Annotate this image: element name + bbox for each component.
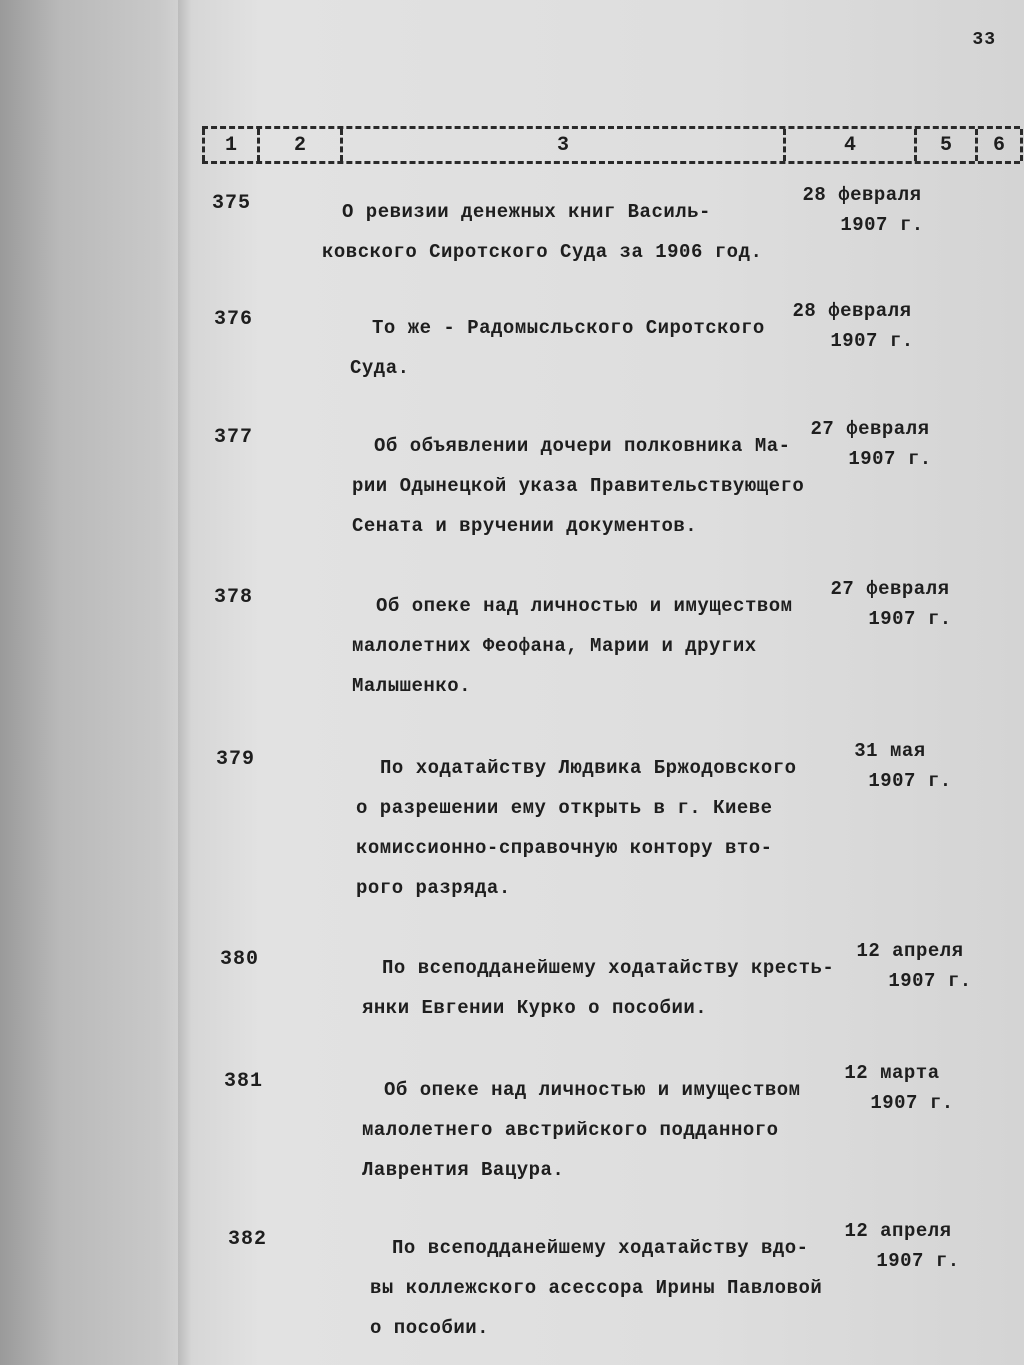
date-year: 1907 г. bbox=[870, 1092, 954, 1114]
description-line: о пособии. bbox=[370, 1317, 490, 1339]
date-year: 1907 г. bbox=[868, 608, 952, 630]
entry-date bbox=[782, 296, 922, 356]
entry-number: 378 bbox=[214, 586, 254, 609]
description-line: ковского Сиротского Суда за 1906 год. bbox=[322, 241, 763, 263]
date-year: 1907 г. bbox=[868, 770, 952, 792]
description-line: Об опеке над личностью и имуществом bbox=[384, 1079, 801, 1101]
description-line: По всеподданейшему ходатайству вдо- bbox=[392, 1237, 809, 1259]
page-fold-shadow bbox=[178, 0, 192, 1365]
entry-description bbox=[352, 586, 793, 706]
date-day: 12 марта bbox=[844, 1062, 940, 1084]
date-day: 12 апреля bbox=[844, 1220, 952, 1242]
page-number: 33 bbox=[972, 30, 996, 50]
entry-description bbox=[350, 308, 765, 388]
entry-date bbox=[792, 180, 932, 240]
column-header-5: 5 bbox=[914, 129, 975, 161]
date-year: 1907 г. bbox=[848, 448, 932, 470]
description-line: янки Евгении Курко о пособии. bbox=[362, 997, 708, 1019]
description-line: рии Одынецкой указа Правительствующего bbox=[352, 475, 805, 497]
entry-date bbox=[820, 736, 960, 796]
entry-number: 382 bbox=[228, 1228, 268, 1251]
date-year: 1907 г. bbox=[888, 970, 972, 992]
date-year: 1907 г. bbox=[840, 214, 924, 236]
date-day: 12 апреля bbox=[856, 940, 964, 962]
description-line: Сената и вручении документов. bbox=[352, 515, 698, 537]
entry-date bbox=[800, 414, 940, 474]
date-day: 28 февраля bbox=[792, 300, 912, 322]
description-line: комиссионно-справочную контору вто- bbox=[356, 837, 773, 859]
entry-number: 380 bbox=[220, 948, 260, 971]
column-header-4: 4 bbox=[783, 129, 914, 161]
column-header-3: 3 bbox=[340, 129, 783, 161]
date-day: 31 мая bbox=[854, 740, 926, 762]
column-header-2: 2 bbox=[257, 129, 340, 161]
date-year: 1907 г. bbox=[830, 330, 914, 352]
entry-number: 376 bbox=[214, 308, 254, 331]
description-line: То же - Радомысльского Сиротского bbox=[372, 317, 765, 339]
entry-description bbox=[362, 948, 835, 1028]
description-line: Суда. bbox=[350, 357, 410, 379]
description-line: вы коллежского асессора Ирины Павловой bbox=[370, 1277, 823, 1299]
description-line: малолетнего австрийского подданного bbox=[362, 1119, 779, 1141]
entry-description bbox=[370, 1228, 823, 1348]
entry-date bbox=[840, 936, 980, 996]
entry-date bbox=[828, 1216, 968, 1276]
description-line: Об опеке над личностью и имуществом bbox=[376, 595, 793, 617]
description-line: По всеподданейшему ходатайству кресть- bbox=[382, 957, 835, 979]
description-line: малолетних Феофана, Марии и других bbox=[352, 635, 757, 657]
description-line: О ревизии денежных книг Василь- bbox=[342, 201, 711, 223]
description-line: о разрешении ему открыть в г. Киеве bbox=[356, 797, 773, 819]
entry-date bbox=[822, 1058, 962, 1118]
date-year: 1907 г. bbox=[876, 1250, 960, 1272]
entry-number: 379 bbox=[216, 748, 256, 771]
column-header-6: 6 bbox=[975, 129, 1023, 161]
description-line: Малышенко. bbox=[352, 675, 472, 697]
description-line: Об объявлении дочери полковника Ма- bbox=[374, 435, 791, 457]
entry-description bbox=[352, 426, 805, 546]
description-line: Лаврентия Вацура. bbox=[362, 1159, 565, 1181]
entry-date bbox=[820, 574, 960, 634]
date-day: 27 февраля bbox=[830, 578, 950, 600]
entry-number: 381 bbox=[224, 1070, 264, 1093]
entry-number: 377 bbox=[214, 426, 254, 449]
date-day: 27 февраля bbox=[810, 418, 930, 440]
column-header-1: 1 bbox=[202, 129, 257, 161]
entry-description bbox=[356, 748, 797, 908]
entry-number: 375 bbox=[212, 192, 252, 215]
column-header-row bbox=[202, 126, 1020, 164]
entry-description bbox=[322, 192, 763, 272]
date-day: 28 февраля bbox=[802, 184, 922, 206]
description-line: рого разряда. bbox=[356, 877, 511, 899]
description-line: По ходатайству Людвика Бржодовского bbox=[380, 757, 797, 779]
entry-description bbox=[362, 1070, 801, 1190]
